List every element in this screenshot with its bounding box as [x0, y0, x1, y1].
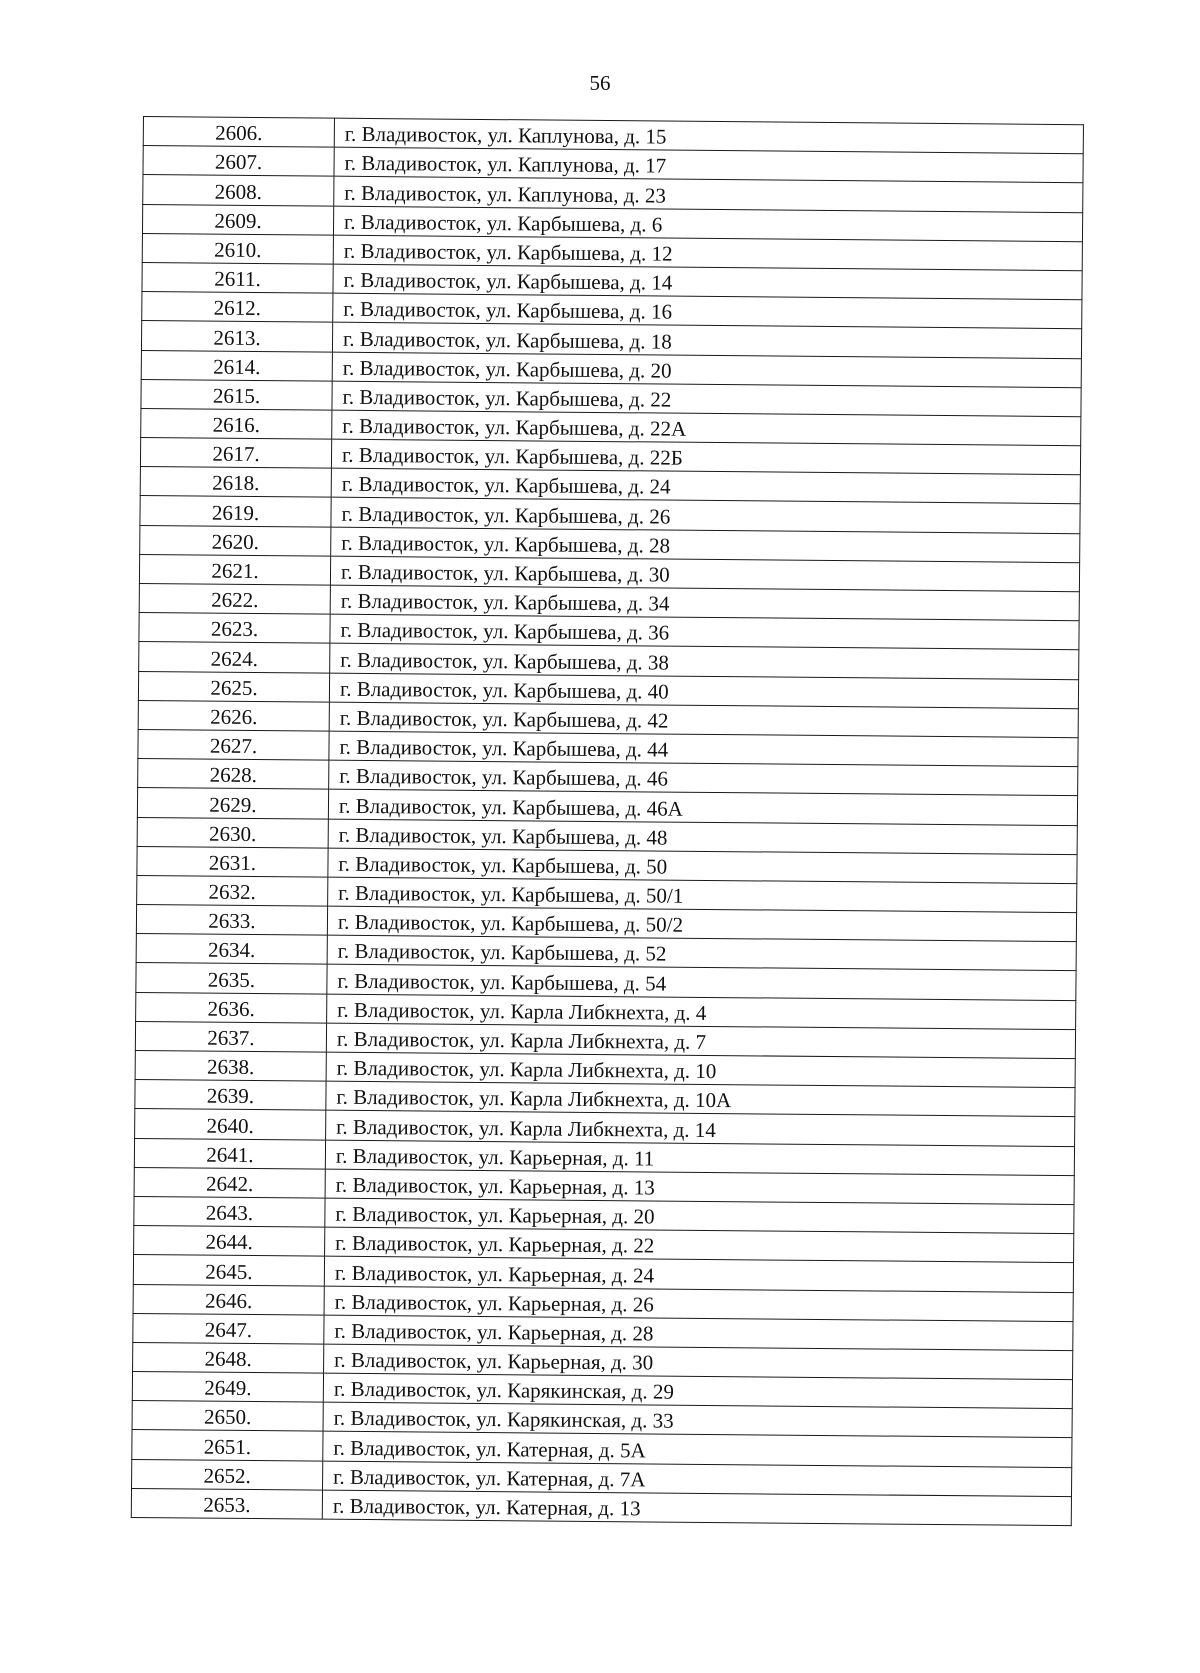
row-number: 2629. — [137, 788, 328, 819]
row-number: 2630. — [137, 817, 328, 848]
row-address: г. Владивосток, ул. Карбышева, д. 24 — [331, 468, 1080, 504]
row-address: г. Владивосток, ул. Карбышева, д. 36 — [330, 614, 1079, 650]
row-address: г. Владивосток, ул. Карбышева, д. 14 — [333, 264, 1082, 300]
row-address: г. Владивосток, ул. Карбышева, д. 46А — [328, 789, 1077, 825]
row-number: 2636. — [136, 992, 327, 1023]
row-address: г. Владивосток, ул. Карбышева, д. 34 — [330, 585, 1079, 621]
row-number: 2646. — [133, 1284, 324, 1315]
row-address: г. Владивосток, ул. Карбышева, д. 46 — [329, 760, 1078, 796]
row-number: 2606. — [143, 117, 334, 148]
row-address: г. Владивосток, ул. Карьерная, д. 13 — [325, 1169, 1074, 1205]
row-address: г. Владивосток, ул. Карьерная, д. 24 — [324, 1256, 1073, 1292]
row-number: 2616. — [141, 408, 332, 439]
row-number: 2633. — [136, 905, 327, 936]
row-address: г. Владивосток, ул. Карбышева, д. 50/1 — [328, 877, 1077, 913]
row-number: 2645. — [133, 1255, 324, 1286]
row-address: г. Владивосток, ул. Карбышева, д. 30 — [330, 556, 1079, 592]
row-number: 2609. — [142, 204, 333, 235]
row-address: г. Владивосток, ул. Карбышева, д. 22Б — [331, 439, 1080, 475]
row-number: 2611. — [142, 262, 333, 293]
row-address: г. Владивосток, ул. Карьерная, д. 22 — [325, 1227, 1074, 1263]
row-number: 2644. — [134, 1226, 325, 1257]
row-address: г. Владивосток, ул. Карбышева, д. 18 — [332, 322, 1081, 358]
row-number: 2612. — [142, 292, 333, 323]
row-address: г. Владивосток, ул. Карла Либкнехта, д. 10А — [326, 1081, 1075, 1117]
row-number: 2619. — [140, 496, 331, 527]
row-number: 2623. — [139, 613, 330, 644]
row-address: г. Владивосток, ул. Карбышева, д. 22 — [332, 381, 1081, 417]
row-address: г. Владивосток, ул. Карбышева, д. 16 — [333, 293, 1082, 329]
row-address: г. Владивосток, ул. Карбышева, д. 54 — [327, 965, 1076, 1001]
row-address: г. Владивосток, ул. Карла Либкнехта, д. 4 — [327, 994, 1076, 1030]
row-number: 2627. — [138, 729, 329, 760]
row-number: 2631. — [137, 846, 328, 877]
row-number: 2618. — [140, 467, 331, 498]
row-number: 2648. — [133, 1342, 324, 1373]
row-address: г. Владивосток, ул. Карбышева, д. 42 — [329, 702, 1078, 738]
row-number: 2642. — [134, 1167, 325, 1198]
row-address: г. Владивосток, ул. Карбышева, д. 20 — [332, 352, 1081, 388]
row-number: 2643. — [134, 1196, 325, 1227]
row-number: 2641. — [134, 1138, 325, 1169]
row-number: 2617. — [140, 438, 331, 469]
row-number: 2635. — [136, 963, 327, 994]
row-address: г. Владивосток, ул. Карбышева, д. 44 — [329, 731, 1078, 767]
row-number: 2638. — [135, 1050, 326, 1081]
row-number: 2613. — [141, 321, 332, 352]
row-number: 2614. — [141, 350, 332, 381]
row-address: г. Владивосток, ул. Карбышева, д. 22А — [332, 410, 1081, 446]
row-number: 2622. — [139, 583, 330, 614]
row-address: г. Владивосток, ул. Карла Либкнехта, д. 7 — [326, 1023, 1075, 1059]
row-address: г. Владивосток, ул. Катерная, д. 7А — [323, 1461, 1072, 1497]
row-number: 2639. — [135, 1080, 326, 1111]
row-address: г. Владивосток, ул. Карякинская, д. 33 — [323, 1402, 1072, 1438]
row-address: г. Владивосток, ул. Карбышева, д. 26 — [331, 498, 1080, 534]
row-number: 2610. — [142, 233, 333, 264]
row-address: г. Владивосток, ул. Карла Либкнехта, д. 14 — [326, 1111, 1075, 1147]
row-number: 2621. — [139, 554, 330, 585]
row-address: г. Владивосток, ул. Карбышева, д. 38 — [330, 644, 1079, 680]
row-address: г. Владивосток, ул. Карбышева, д. 12 — [333, 235, 1082, 271]
row-number: 2607. — [143, 146, 334, 177]
row-number: 2637. — [135, 1021, 326, 1052]
row-number: 2625. — [138, 671, 329, 702]
row-address: г. Владивосток, ул. Карбышева, д. 6 — [333, 206, 1082, 242]
row-number: 2624. — [139, 642, 330, 673]
row-address: г. Владивосток, ул. Карбышева, д. 50 — [328, 848, 1077, 884]
address-table — [131, 116, 1084, 1526]
address-table-body — [131, 117, 1083, 1526]
row-number: 2615. — [141, 379, 332, 410]
row-address: г. Владивосток, ул. Карьерная, д. 11 — [325, 1140, 1074, 1176]
page-number: 56 — [589, 71, 611, 95]
row-number: 2628. — [138, 759, 329, 790]
row-number: 2649. — [132, 1372, 323, 1403]
row-address: г. Владивосток, ул. Каплунова, д. 15 — [334, 118, 1083, 154]
row-address: г. Владивосток, ул. Каплунова, д. 17 — [334, 147, 1083, 183]
row-number: 2640. — [135, 1109, 326, 1140]
row-address: г. Владивосток, ул. Карла Либкнехта, д. 10 — [326, 1052, 1075, 1088]
row-number: 2650. — [132, 1401, 323, 1432]
row-address: г. Владивосток, ул. Каплунова, д. 23 — [334, 177, 1083, 213]
row-address: г. Владивосток, ул. Карбышева, д. 28 — [331, 527, 1080, 563]
row-address: г. Владивосток, ул. Карбышева, д. 40 — [329, 673, 1078, 709]
row-number: 2626. — [138, 700, 329, 731]
row-address: г. Владивосток, ул. Карякинская, д. 29 — [323, 1373, 1072, 1409]
row-number: 2608. — [143, 175, 334, 206]
row-address: г. Владивосток, ул. Карбышева, д. 52 — [327, 935, 1076, 971]
row-address: г. Владивосток, ул. Карьерная, д. 28 — [324, 1315, 1073, 1351]
row-address: г. Владивосток, ул. Карбышева, д. 48 — [328, 819, 1077, 855]
row-address: г. Владивосток, ул. Катерная, д. 13 — [322, 1490, 1071, 1526]
row-address: г. Владивосток, ул. Катерная, д. 5А — [323, 1432, 1072, 1468]
row-number: 2652. — [132, 1459, 323, 1490]
row-number: 2620. — [140, 525, 331, 556]
row-address: г. Владивосток, ул. Карьерная, д. 20 — [325, 1198, 1074, 1234]
row-number: 2647. — [133, 1313, 324, 1344]
row-address: г. Владивосток, ул. Карьерная, д. 30 — [324, 1344, 1073, 1380]
row-number: 2653. — [131, 1488, 322, 1519]
row-number: 2632. — [137, 875, 328, 906]
row-address: г. Владивосток, ул. Карьерная, д. 26 — [324, 1286, 1073, 1322]
row-number: 2634. — [136, 934, 327, 965]
row-address: г. Владивосток, ул. Карбышева, д. 50/2 — [327, 906, 1076, 942]
row-number: 2651. — [132, 1430, 323, 1461]
